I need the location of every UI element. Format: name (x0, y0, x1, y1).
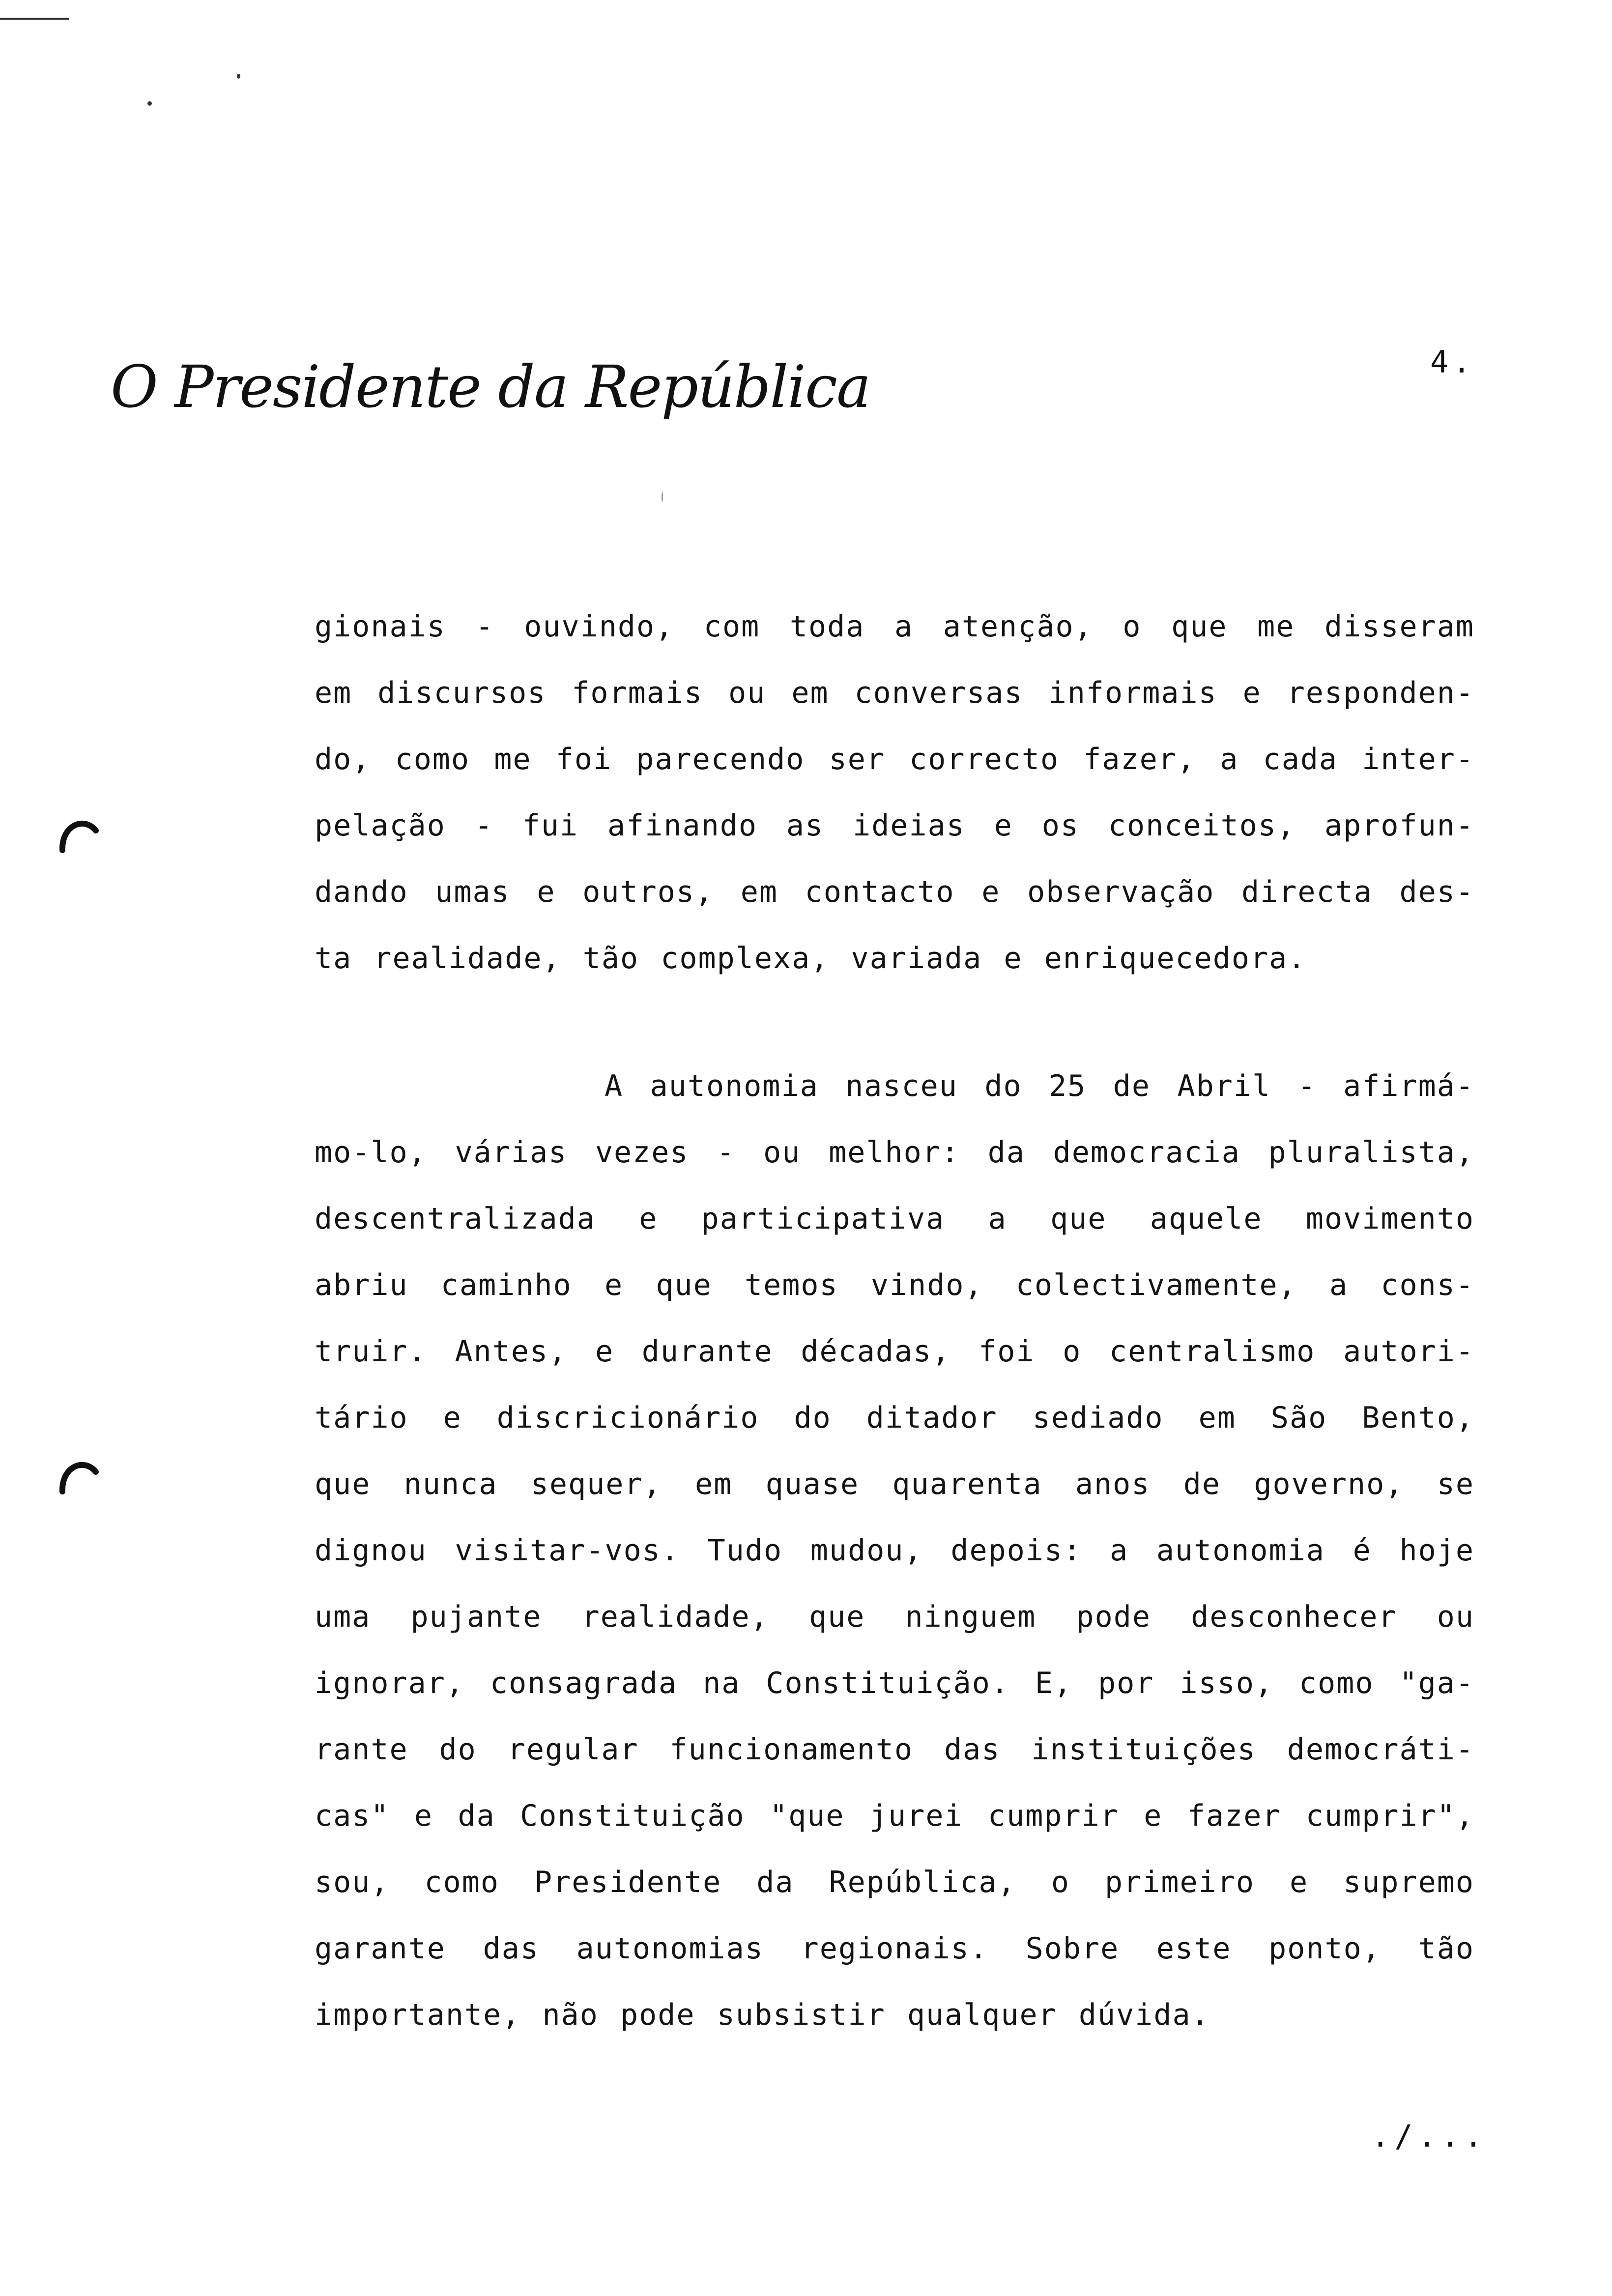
text-line: gionais - ouvindo, com toda a atenção, o que me disseram (315, 609, 1474, 644)
scan-speck (147, 101, 152, 106)
punch-hole-mark (57, 811, 101, 855)
text-line: pelação - fui afinando as ideias e os conceitos, aprofun- (315, 808, 1474, 843)
text-line: truir. Antes, e durante décadas, foi o centralismo autori- (315, 1334, 1474, 1369)
text-line: uma pujante realidade, que ninguem pode desconhecer ou (315, 1600, 1474, 1634)
letterhead: O Presidente da República (111, 353, 870, 421)
scan-speck (237, 74, 240, 79)
text-line: ta realidade, tão complexa, variada e enriquecedora. (315, 941, 1307, 976)
text-line: do, como me foi parecendo ser correcto fazer, a cada inter- (315, 742, 1474, 776)
text-line: dignou visitar-vos. Tudo mudou, depois: a autonomia é hoje (315, 1533, 1474, 1568)
text-line: A autonomia nasceu do 25 de Abril - afirmá- (604, 1069, 1474, 1103)
text-line: mo-lo, várias vezes - ou melhor: da democracia pluralista, (315, 1135, 1474, 1170)
text-line: que nunca sequer, em quase quarenta anos de governo, se (315, 1467, 1474, 1501)
text-line: abriu caminho e que temos vindo, colectivamente, a cons- (315, 1268, 1474, 1302)
text-line: importante, não pode subsistir qualquer dúvida. (315, 1998, 1210, 2032)
page-number: 4. (1430, 344, 1475, 380)
text-line: rante do regular funcionamento das instituições democráti- (315, 1732, 1474, 1767)
text-line: em discursos formais ou em conversas informais e responden- (315, 676, 1474, 710)
text-line: tário e discricionário do ditador sediado em São Bento, (315, 1401, 1474, 1435)
text-line: ignorar, consagrada na Constituição. E, por isso, como "ga- (315, 1666, 1474, 1700)
continuation-mark: ./... (1371, 2118, 1488, 2154)
text-line: descentralizada e participativa a que aquele movimento (315, 1202, 1474, 1236)
text-line: sou, como Presidente da República, o primeiro e supremo (315, 1865, 1474, 1899)
scan-speck (662, 491, 663, 502)
punch-hole-mark (57, 1452, 101, 1496)
text-line: cas" e da Constituição "que jurei cumprir e fazer cumprir", (315, 1799, 1474, 1833)
text-line: garante das autonomias regionais. Sobre este ponto, tão (315, 1931, 1474, 1966)
scan-artifact-rule (0, 18, 69, 20)
text-line: dando umas e outros, em contacto e observação directa des- (315, 875, 1474, 909)
